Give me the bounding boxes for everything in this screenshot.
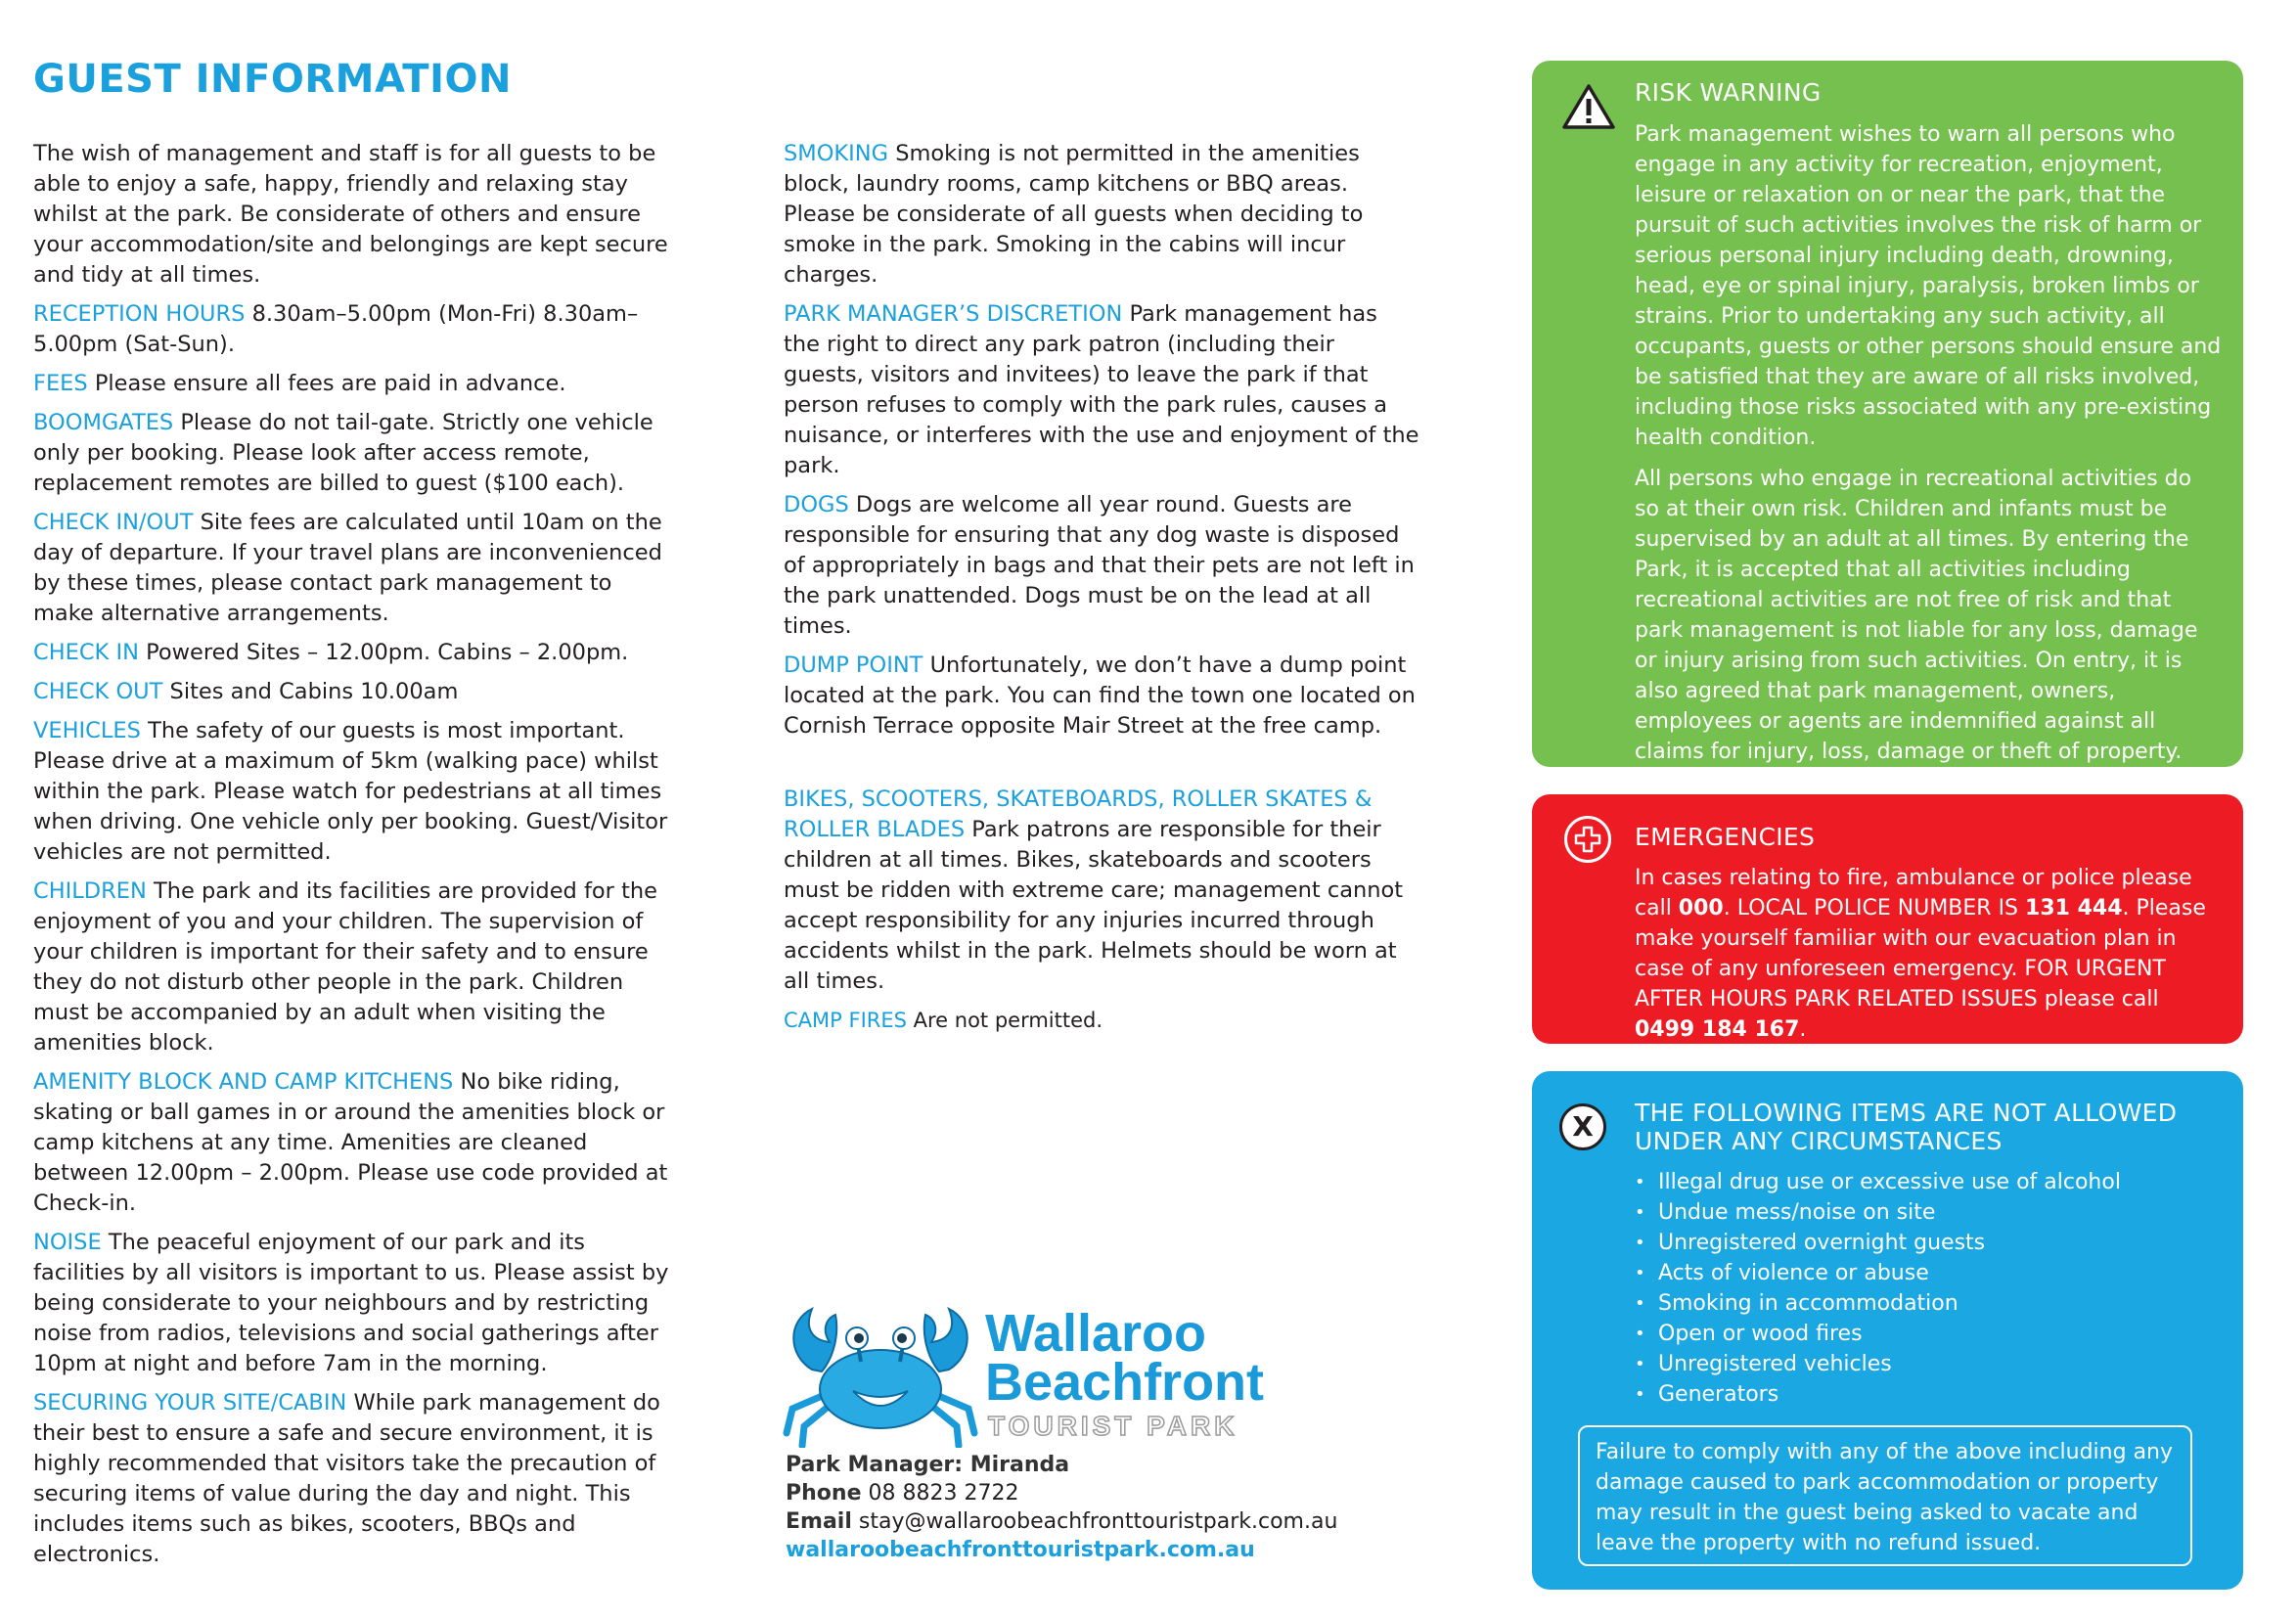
section-check-out (33, 677, 669, 707)
section-check-in-out (33, 508, 669, 629)
section-heading: DUMP POINT (784, 652, 923, 678)
section-dogs (784, 490, 1419, 642)
risk-warning-paragraph: All persons who engage in recreational activities do so at their own risk. Children and infants must be supervised by an adult at all times. By entering the Park, it is accepted that all activities including recreational activities are not free of risk and that park management is not liable for any loss, damage or injury arising from such activities. On entry, it is also agreed that park management, owners, employees or agents are indemnified against all claims for injury, loss, damage or theft of property. (1635, 467, 2198, 764)
crab-mascot-icon (783, 1301, 978, 1448)
section-heading: FEES (33, 371, 88, 396)
list-item: • Smoking in accommodation (1635, 1288, 2222, 1319)
list-item: • Generators (1635, 1379, 2222, 1410)
section-heading: BIKES, SCOOTERS, SKATEBOARDS, ROLLER SKATES & ROLLER BLADES (784, 787, 1373, 842)
list-item: • Acts of violence or abuse (1635, 1258, 2222, 1288)
section-text: Site fees are calculated until 10am on the day of departure. If your travel plans are inconvenienced by these times, please contact park management to make alternative arrangements. (33, 510, 662, 626)
emergencies-body (1635, 863, 2222, 1045)
contact-block (786, 1451, 1470, 1564)
risk-warning-body (1635, 119, 2222, 778)
park-manager-name: Park Manager: Miranda (786, 1453, 1070, 1477)
not-allowed-panel (1532, 1071, 2243, 1590)
logo-wordmark-line3: TOURIST PARK (988, 1411, 1238, 1441)
not-allowed-title: THE FOLLOWING ITEMS ARE NOT ALLOWED UNDER ANY CIRCUMSTANCES (1635, 1099, 2178, 1155)
list-item: • Open or wood fires (1635, 1319, 2222, 1349)
section-fees (33, 369, 669, 399)
phone-label: Phone (786, 1481, 862, 1506)
section-heading: VEHICLES (33, 718, 141, 743)
x-circle-icon: X (1559, 1103, 1606, 1150)
section-heading: RECEPTION HOURS (33, 301, 246, 327)
section-text: No bike riding, skating or ball games in or around the amenities block or camp kitchens at any time. Amenities are cleaned between 12.00pm – 2.00pm. Please use code provided at Check-in. (33, 1069, 668, 1216)
section-heading: CHECK IN (33, 640, 139, 665)
section-text: Please do not tail-gate. Strictly one vehicle only per booking. Please look after access remote, replacement remotes are billed to guest ($100 each). (33, 410, 653, 496)
section-camp-fires (784, 1006, 1419, 1036)
left-column (33, 139, 669, 1579)
section-heading: SECURING YOUR SITE/CABIN (33, 1390, 347, 1416)
phone-line (786, 1479, 1470, 1507)
risk-warning-paragraph: Park management wishes to warn all persons who engage in any activity for recreation, enjoyment, leisure or relaxation on or near the park, that the pursuit of such activities involves the risk of harm or serious personal injury including death, drowning, head, eye or spinal injury, paralysis, broken limbs or strains. Prior to undertaking any such activity, all occupants, guests or other persons should ensure and be satisfied that they are aware of all risks involved, including those risks associated with any pre-existing health condition. (1635, 122, 2222, 450)
section-text: Unfortunately, we don’t have a dump point located at the park. You can find the town one located on Cornish Terrace opposite Mair Street at the free camp. (784, 652, 1416, 739)
email-line (786, 1507, 1470, 1536)
phone-number: 08 8823 2722 (861, 1481, 1019, 1506)
list-item: • Unregistered overnight guests (1635, 1228, 2222, 1258)
section-smoking (784, 139, 1419, 291)
section-text: Sites and Cabins 10.00am (162, 679, 459, 704)
logo-wordmark-line1: Wallaroo (985, 1304, 1207, 1363)
section-text: The park and its facilities are provided for the enjoyment of you and your children. The supervision of your children is important for their safety and to ensure they do not disturb other people in the park. Children must be accompanied by an adult when visiting the amenities block. (33, 878, 658, 1056)
section-text: Dogs are welcome all year round. Guests are responsible for ensuring that any dog waste is disposed of appropriately in bags and that their pets are not left in the park unattended. Dogs must be on the lead at all times. (784, 492, 1415, 639)
emergency-text: . (1799, 1017, 1807, 1042)
intro-text: The wish of management and staff is for all guests to be able to enjoy a safe, happy, friendly and relaxing stay whilst at the park. Be considerate of others and ensure your accommodation/site and belongings are kept secure and tidy at all times. (33, 141, 668, 288)
section-text: Are not permitted. (906, 1009, 1103, 1032)
section-text: The safety of our guests is most important. Please drive at a maximum of 5km (walking pace) whilst within the park. Please watch for pedestrians at all times when driving. One vehicle only per booking. Guest/Visitor vehicles are not permitted. (33, 718, 668, 865)
after-hours-number: 0499 184 167 (1635, 1017, 1800, 1042)
section-heading: BOOMGATES (33, 410, 174, 435)
section-boomgates (33, 408, 669, 499)
email-address[interactable]: stay@wallaroobeachfronttouristpark.com.au (851, 1509, 1338, 1534)
section-noise (33, 1228, 669, 1379)
police-number: 131 444 (2025, 896, 2123, 921)
page-title: GUEST INFORMATION (33, 57, 512, 102)
section-park-manager-discretion (784, 299, 1419, 481)
emergencies-title: EMERGENCIES (1635, 823, 1816, 851)
section-vehicles (33, 716, 669, 868)
section-heading: DOGS (784, 492, 849, 517)
risk-warning-panel (1532, 61, 2243, 767)
section-heading: NOISE (33, 1230, 102, 1255)
list-item: • Illegal drug use or excessive use of alcohol (1635, 1167, 2222, 1197)
park-logo (783, 1301, 1291, 1448)
section-securing-site (33, 1388, 669, 1570)
section-text: Park management has the right to direct any park patron (including their guests, visitors and invitees) to leave the park if that person refuses to comply with the park rules, causes a nuisance, or interferes with the use and enjoyment of the park. (784, 301, 1419, 478)
section-text: Please ensure all fees are paid in advance. (87, 371, 566, 396)
emergency-text: In cases relating to fire, ambulance or police please call (1635, 866, 2192, 921)
section-heading: CHECK IN/OUT (33, 510, 194, 535)
section-heading: SMOKING (784, 141, 889, 166)
emergency-number: 000 (1678, 896, 1724, 921)
section-children (33, 876, 669, 1058)
section-heading: CHECK OUT (33, 679, 163, 704)
logo-wordmark-line2: Beachfront (985, 1353, 1265, 1412)
section-check-in (33, 638, 669, 668)
email-label: Email (786, 1509, 852, 1534)
medical-cross-icon (1564, 816, 1611, 863)
section-text: The peaceful enjoyment of our park and its facilities by all visitors is important to us. Please assist by being considerate to your neighbours and by restricting noise from radios, televisions and social gatherings after 10pm at night and before 7am in the morning. (33, 1230, 669, 1376)
emergencies-panel (1532, 794, 2243, 1044)
section-dump-point (784, 651, 1419, 742)
section-text: Smoking is not permitted in the amenities block, laundry rooms, camp kitchens or BBQ areas. Please be considerate of all guests when deciding to smoke in the park. Smoking in the cabins will incur charges. (784, 141, 1364, 288)
emergency-text: . LOCAL POLICE NUMBER IS (1723, 896, 2026, 921)
warning-triangle-icon (1561, 82, 1616, 131)
section-heading: PARK MANAGER’S DISCRETION (784, 301, 1123, 327)
section-text: 8.30am–5.00pm (Mon-Fri) 8.30am–5.00pm (Sat-Sun). (33, 301, 639, 357)
section-reception-hours (33, 299, 669, 360)
section-amenity-block (33, 1067, 669, 1219)
section-heading: CAMP FIRES (784, 1009, 907, 1032)
list-item: • Unregistered vehicles (1635, 1349, 2222, 1379)
section-heading: AMENITY BLOCK AND CAMP KITCHENS (33, 1069, 454, 1095)
middle-column (784, 139, 1419, 1045)
emergency-text: . Please make yourself familiar with our evacuation plan in case of any unforeseen emergency. FOR URGENT AFTER HOURS PARK RELATED ISSUES please call (1635, 896, 2206, 1011)
section-text: While park management do their best to ensure a safe and secure environment, it is highly recommended that visitors take the precaution of securing items of value during the day and night. This includes items such as bikes, scooters, BBQs and electronics. (33, 1390, 660, 1567)
section-text: Park patrons are responsible for their children at all times. Bikes, skateboards and scooters must be ridden with extreme care; management cannot accept responsibility for any injuries incurred through accidents whilst in the park. Helmets should be worn at all times. (784, 817, 1404, 994)
website-link[interactable]: wallaroobeachfronttouristpark.com.au (786, 1538, 1255, 1562)
risk-warning-title: RISK WARNING (1635, 78, 1822, 107)
section-text: Powered Sites – 12.00pm. Cabins – 2.00pm. (138, 640, 629, 665)
failure-notice: Failure to comply with any of the above including any damage caused to park accommodation or property may result in the guest being asked to vacate and leave the property with no refund issued. (1578, 1425, 2192, 1566)
section-heading: CHILDREN (33, 878, 147, 904)
not-allowed-list (1635, 1167, 2222, 1410)
list-item: • Undue mess/noise on site (1635, 1197, 2222, 1228)
section-bikes-scooters (784, 785, 1419, 997)
